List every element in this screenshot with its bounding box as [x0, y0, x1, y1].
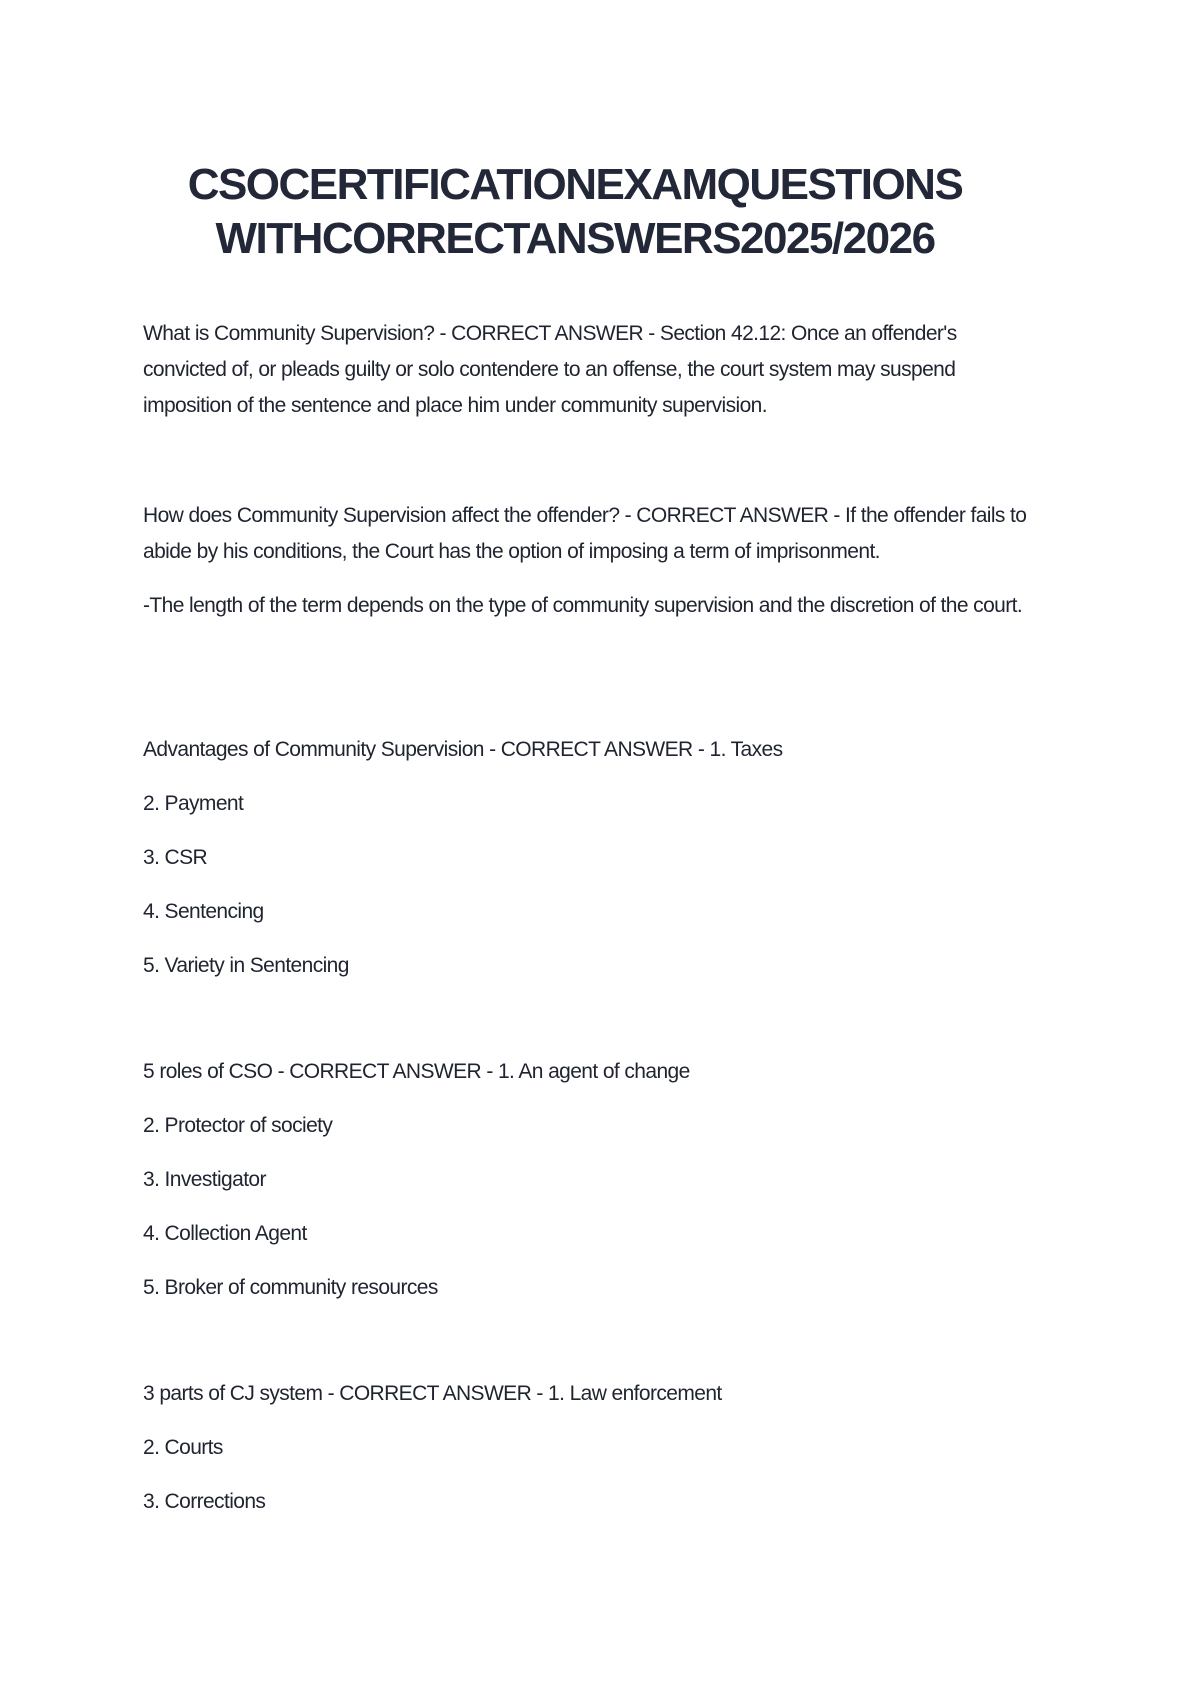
qa-paragraph — [143, 498, 1043, 570]
answer-list-item: 5. Broker of community resources — [143, 1276, 438, 1299]
answer-list-item: 3. Corrections — [143, 1490, 266, 1513]
correct-answer-separator: - CORRECT ANSWER - — [322, 1382, 549, 1405]
answer-list-item: 3. Investigator — [143, 1168, 266, 1191]
title-line-2: WITHCORRECTANSWERS2025/2026 — [215, 214, 935, 263]
answer-item-first: 1. Law enforcement — [548, 1382, 722, 1405]
correct-answer-separator: - CORRECT ANSWER - — [619, 504, 846, 527]
question-text: 3 parts of CJ system — [143, 1382, 323, 1405]
answer-list-item: 5. Variety in Sentencing — [143, 954, 349, 977]
qa-block-community-supervision — [143, 316, 1043, 424]
qa-block-affect-offender — [143, 498, 1043, 624]
correct-answer-separator: - CORRECT ANSWER - — [434, 322, 660, 345]
document-title — [150, 158, 1000, 266]
question-text: 5 roles of CSO — [143, 1060, 273, 1083]
qa-paragraph — [143, 732, 1043, 768]
answer-item-first: 1. Taxes — [709, 738, 783, 761]
title-line-1: CSOCERTIFICATIONEXAMQUESTIONS — [187, 160, 963, 209]
answer-list-item: 3. CSR — [143, 846, 208, 869]
qa-paragraph — [143, 1376, 1043, 1412]
answer-continuation: -The length of the term depends on the type of community supervision and the discretion of the court. — [143, 594, 1023, 617]
qa-block-cso-roles — [143, 1054, 1043, 1306]
correct-answer-separator: - CORRECT ANSWER - — [272, 1060, 498, 1083]
answer-text: If the offender fails to abide by his conditions, the Court has the option of imposing a term of imprisonment. — [143, 504, 1027, 563]
answer-text: Section 42.12: Once an offender's convicted of, or pleads guilty or solo contendere to an offense, the court system may suspend imposition of the sentence and place him under community supervision. — [143, 322, 957, 417]
answer-list-item: 4. Sentencing — [143, 900, 264, 923]
qa-paragraph — [143, 1054, 1043, 1090]
answer-list-item: 4. Collection Agent — [143, 1222, 307, 1245]
qa-block-cj-system — [143, 1376, 1043, 1520]
question-text: How does Community Supervision affect the offender? — [143, 504, 620, 527]
answer-list-item: 2. Protector of society — [143, 1114, 333, 1137]
answer-item-first: 1. An agent of change — [497, 1060, 690, 1083]
question-text: Advantages of Community Supervision — [143, 738, 484, 761]
qa-paragraph — [143, 316, 1043, 424]
correct-answer-separator: - CORRECT ANSWER - — [483, 738, 710, 761]
answer-list-item: 2. Payment — [143, 792, 244, 815]
question-text: What is Community Supervision? — [143, 322, 435, 345]
answer-list-item: 2. Courts — [143, 1436, 223, 1459]
qa-block-advantages — [143, 732, 1043, 984]
